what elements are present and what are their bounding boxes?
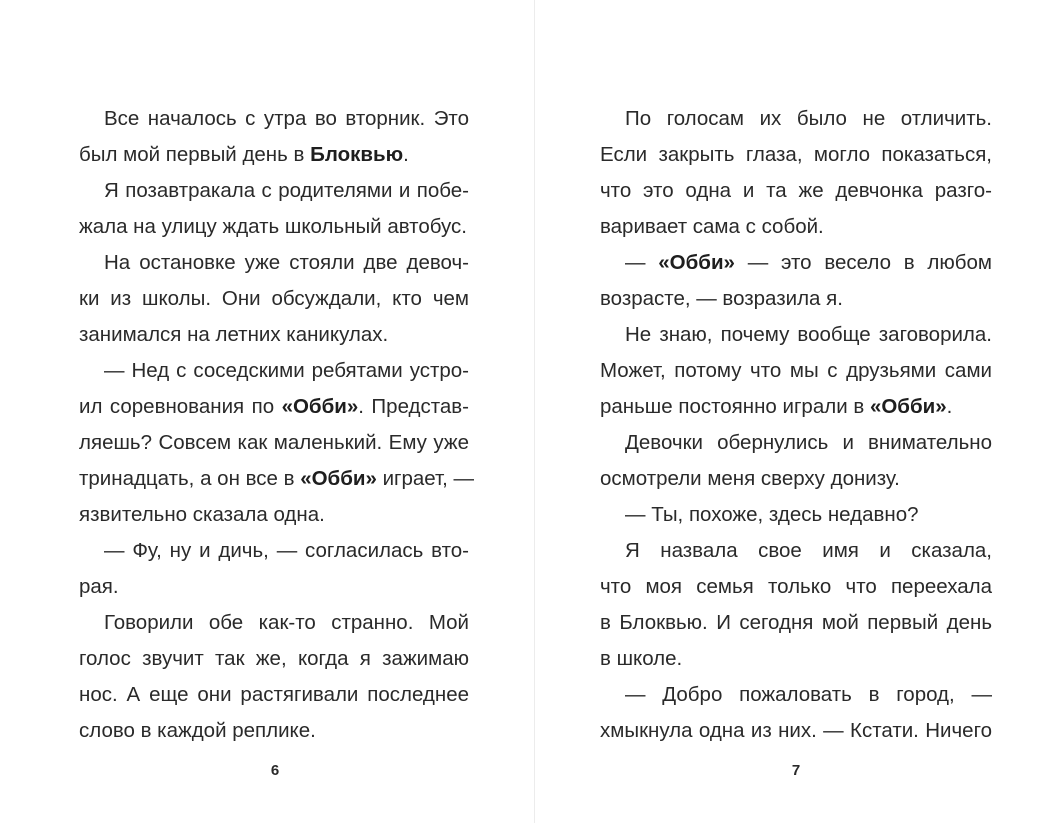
line-text: жала на улицу ждать школьный автобус. <box>79 215 467 238</box>
text-line <box>79 497 469 533</box>
text-line <box>600 497 992 533</box>
text-line <box>600 461 992 497</box>
line-text: — Фу, ну и дичь, — согласилась вто- <box>104 539 469 562</box>
line-text: Я назвала свое имя и сказала, <box>625 539 992 562</box>
text-line <box>79 605 469 641</box>
text-line <box>600 605 992 641</box>
line-text: раньше постоянно играли в <box>600 395 870 418</box>
text-line <box>79 317 469 353</box>
left-page-text <box>79 101 475 749</box>
line-text: — Ты, похоже, здесь недавно? <box>625 503 919 526</box>
line-text: Я позавтракала с родителями и побе- <box>104 179 469 202</box>
text-line <box>600 569 992 605</box>
line-text: ки из школы. Они обсуждали, кто чем <box>79 287 469 310</box>
text-line <box>600 533 992 569</box>
line-text: — <box>625 251 659 274</box>
line-bold-text: «Обби» <box>869 395 947 418</box>
line-text: Говорили обе как-то странно. Мой <box>104 611 469 634</box>
text-line <box>600 317 992 353</box>
line-text: Девочки обернулись и внимательно <box>625 431 992 454</box>
text-line <box>79 137 469 173</box>
text-line <box>600 209 992 245</box>
line-bold-text: «Обби» <box>658 251 735 274</box>
line-text: слово в каждой реплике. <box>79 719 316 742</box>
line-text: Может, потому что мы с друзьями сами <box>600 359 992 382</box>
text-line <box>600 101 992 137</box>
line-text: — Нед с соседскими ребятами устро- <box>104 359 469 382</box>
text-line <box>79 641 469 677</box>
text-line <box>600 353 992 389</box>
text-line <box>600 173 992 209</box>
text-line <box>79 425 469 461</box>
line-text: тринадцать, а он все в <box>79 467 301 490</box>
text-line <box>79 677 469 713</box>
text-line <box>79 389 469 425</box>
text-line <box>600 389 992 425</box>
text-line <box>79 569 469 605</box>
right-page <box>535 0 1063 823</box>
line-text-after: . <box>946 395 953 418</box>
line-text: занимался на летних каникулах. <box>79 323 389 346</box>
line-text: в Блоквью. И сегодня мой первый день <box>600 611 992 634</box>
line-text: — Добро пожаловать в город, — <box>625 683 992 706</box>
line-text: По голосам их было не отличить. <box>625 107 992 130</box>
text-line <box>79 281 469 317</box>
right-page-number: 7 <box>791 762 801 779</box>
text-line <box>79 461 475 497</box>
line-text: Не знаю, почему вообще заговорила. <box>625 323 992 346</box>
line-text: нос. А еще они растягивали последнее <box>79 683 469 706</box>
line-text: был мой первый день в <box>79 143 311 166</box>
line-bold-text: Блоквью <box>310 143 404 166</box>
line-text: На остановке уже стояли две девоч- <box>104 251 469 274</box>
line-text: в школе. <box>600 647 683 670</box>
line-text: Все началось с утра во вторник. Это <box>104 107 469 130</box>
line-text: хмыкнула одна из них. — Кстати. Ничего <box>600 719 992 742</box>
line-text-after: . Представ- <box>358 395 470 418</box>
line-text: рая. <box>79 575 119 598</box>
line-text: варивает сама с собой. <box>600 215 824 238</box>
line-text: голос звучит так же, когда я зажимаю <box>79 647 469 670</box>
text-line <box>79 209 469 245</box>
left-page-number: 6 <box>270 762 280 779</box>
text-line <box>79 533 469 569</box>
line-text: осмотрели меня сверху донизу. <box>600 467 900 490</box>
line-text-after: играет, — <box>376 467 475 490</box>
text-line <box>600 137 992 173</box>
line-text-after: . <box>403 143 409 166</box>
text-line <box>79 173 469 209</box>
text-line <box>79 245 469 281</box>
line-text: ил соревнования по <box>79 395 282 418</box>
text-line <box>79 101 469 137</box>
text-line <box>79 353 469 389</box>
right-page-text <box>600 101 992 749</box>
line-text: ляешь? Совсем как маленький. Ему уже <box>79 431 469 454</box>
text-line <box>79 713 469 749</box>
text-line <box>600 677 992 713</box>
line-bold-text: «Обби» <box>281 395 359 418</box>
text-line <box>600 425 992 461</box>
text-line <box>600 281 992 317</box>
line-text: что моя семья только что переехала <box>600 575 992 598</box>
text-line <box>600 245 992 281</box>
line-text-after: — это весело в любом <box>734 251 992 274</box>
line-text: что это одна и та же девчонка разго- <box>600 179 992 202</box>
line-text: язвительно сказала одна. <box>79 503 325 526</box>
text-line <box>600 641 992 677</box>
line-bold-text: «Обби» <box>300 467 377 490</box>
line-text: Если закрыть глаза, могло показаться, <box>600 143 992 166</box>
text-line <box>600 713 992 749</box>
line-text: возрасте, — возразила я. <box>600 287 843 310</box>
